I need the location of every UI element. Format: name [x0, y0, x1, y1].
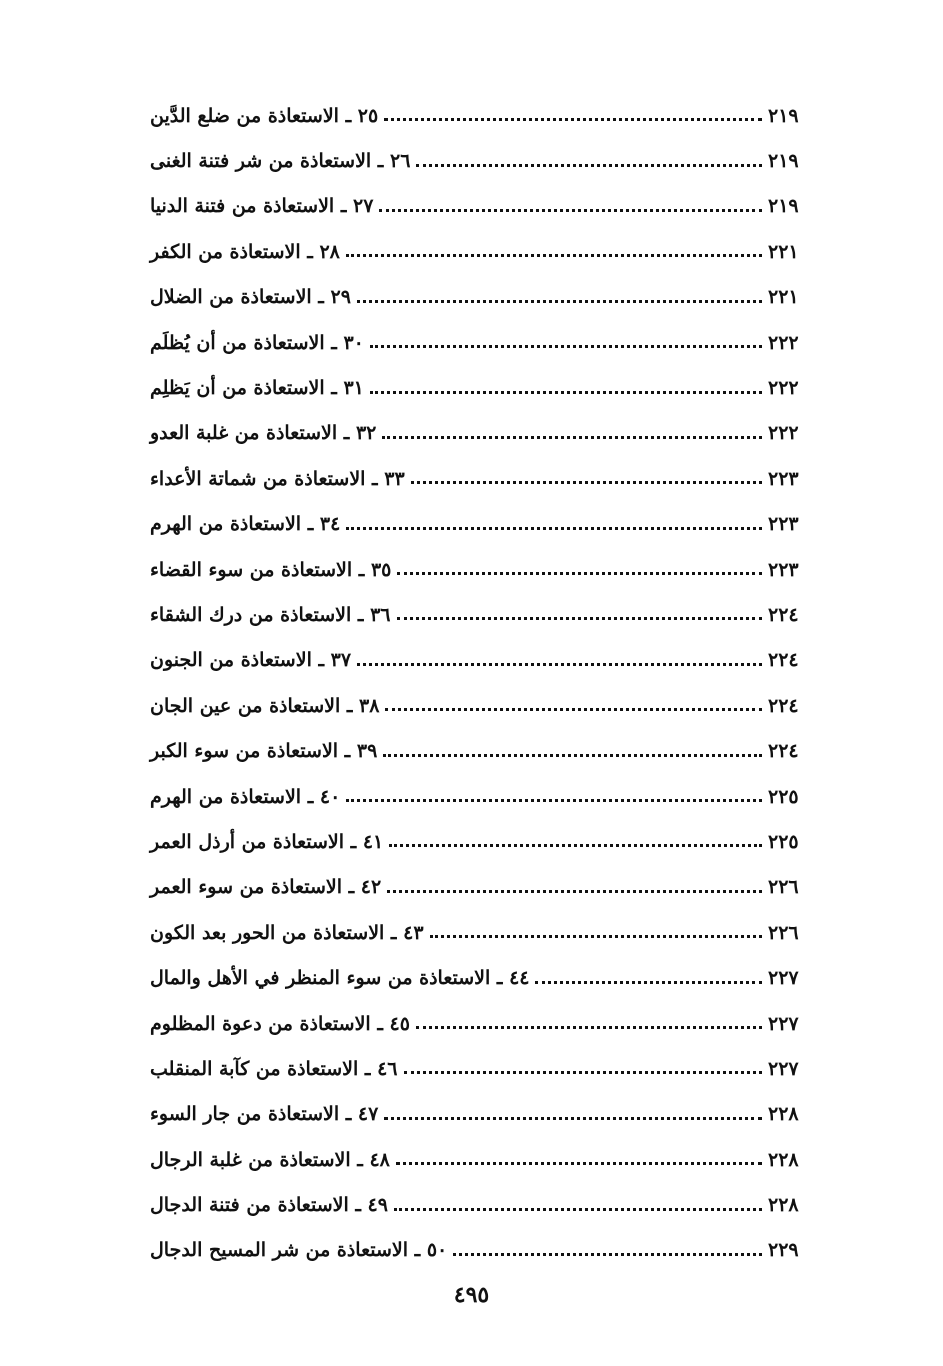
dot-leader — [394, 1208, 762, 1211]
toc-row — [150, 728, 812, 773]
toc-row — [150, 320, 812, 365]
toc-entry-page: ٢٢١ — [768, 286, 799, 309]
toc-row — [150, 1137, 812, 1182]
toc-entry-page: ٢٢١ — [768, 240, 799, 263]
toc-entry-title: ٣٧ ـ الاستعاذة من الجنون — [150, 649, 352, 672]
dot-leader — [383, 754, 762, 757]
toc-entry-page: ٢٢٨ — [768, 1103, 799, 1126]
toc-entry-page: ٢٢٤ — [768, 694, 799, 717]
dot-leader — [346, 799, 762, 802]
toc-row — [150, 275, 812, 320]
toc-entry-page: ٢١٩ — [768, 150, 799, 173]
toc-entry-title: ٢٩ ـ الاستعاذة من الضلال — [150, 286, 351, 309]
toc-entry-title: ٣٠ ـ الاستعاذة من أن يُظلَم — [150, 331, 364, 354]
toc-row — [150, 1046, 812, 1091]
toc-entry-page: ٢٢٧ — [768, 1012, 799, 1035]
dot-leader — [535, 981, 762, 984]
toc-row — [150, 592, 812, 637]
toc-entry-title: ٤١ ـ الاستعاذة من أرذل العمر — [150, 830, 384, 853]
toc-row — [150, 411, 812, 456]
toc-row — [150, 955, 812, 1000]
dot-leader — [396, 1162, 762, 1165]
toc-entry-page: ٢٢٣ — [768, 558, 799, 581]
toc-entry-page: ٢٢٣ — [768, 513, 799, 536]
toc-entry-title: ٤٥ ـ الاستعاذة من دعوة المظلوم — [150, 1012, 410, 1035]
dot-leader — [453, 1253, 762, 1256]
toc-row — [150, 774, 812, 819]
dot-leader — [346, 254, 762, 257]
toc-entry-page: ٢٢٤ — [768, 740, 799, 763]
toc-entry-title: ٣٨ ـ الاستعاذة من عين الجان — [150, 694, 380, 717]
dot-leader — [404, 1071, 763, 1074]
toc-entry-title: ٣٣ ـ الاستعاذة من شماتة الأعداء — [150, 467, 405, 490]
toc-entry-title: ٣١ ـ الاستعاذة من أن يَظلِم — [150, 377, 364, 400]
dot-leader — [384, 1117, 762, 1120]
page-number: ٤٩٥ — [453, 1282, 490, 1308]
toc-row — [150, 502, 812, 547]
toc-row — [150, 456, 812, 501]
toc-entry-title: ٣٢ ـ الاستعاذة من غلبة العدو — [150, 422, 377, 445]
toc-entry-page: ٢٢٧ — [768, 1057, 799, 1080]
dot-leader — [385, 708, 762, 711]
toc-entry-title: ٢٦ ـ الاستعاذة من شر فتنة الغنى — [150, 150, 411, 173]
toc-row — [150, 910, 812, 955]
dot-leader — [411, 481, 762, 484]
dot-leader — [370, 345, 762, 348]
dot-leader — [357, 663, 762, 666]
dot-leader — [346, 527, 762, 530]
toc-entry-title: ٤٩ ـ الاستعاذة من فتنة الدجال — [150, 1194, 388, 1217]
toc-entry-title: ٤٨ ـ الاستعاذة من غلبة الرجال — [150, 1148, 390, 1171]
toc-row — [150, 1228, 812, 1273]
toc-entry-page: ٢٢٢ — [768, 377, 799, 400]
toc-row — [150, 638, 812, 683]
toc-entry-page: ٢٢٢ — [768, 422, 799, 445]
dot-leader — [389, 844, 762, 847]
toc-entry-title: ٤٠ ـ الاستعاذة من الهرم — [150, 785, 341, 808]
toc-row — [150, 819, 812, 864]
dot-leader — [382, 436, 762, 439]
toc-entry-title: ٤٢ ـ الاستعاذة من سوء العمر — [150, 876, 382, 899]
dot-leader — [430, 935, 762, 938]
toc-entry-page: ٢٢٣ — [768, 467, 799, 490]
toc-entry-title: ٤٧ ـ الاستعاذة من جار السوء — [150, 1103, 379, 1126]
toc-entry-title: ٢٧ ـ الاستعاذة من فتنة الدنيا — [150, 195, 374, 218]
toc-row — [150, 138, 812, 183]
toc-row — [150, 365, 812, 410]
toc-entry-title: ٢٨ ـ الاستعاذة من الكفر — [150, 240, 340, 263]
toc-row — [150, 547, 812, 592]
toc-row — [150, 683, 812, 728]
dot-leader — [357, 300, 762, 303]
toc-row — [150, 1092, 812, 1137]
toc-entry-title: ٥٠ ـ الاستعاذة من شر المسيح الدجال — [150, 1239, 448, 1262]
dot-leader — [384, 118, 762, 121]
toc-entry-page: ٢٢٧ — [768, 967, 799, 990]
toc-row — [150, 229, 812, 274]
toc-entry-page: ٢٢٥ — [768, 785, 799, 808]
dot-leader — [379, 209, 762, 212]
toc-entry-page: ٢٢٤ — [768, 649, 799, 672]
toc-entry-title: ٤٤ ـ الاستعاذة من سوء المنظر في الأهل والمال — [150, 967, 530, 990]
toc-entry-page: ٢٢٢ — [768, 331, 799, 354]
toc-entry-page: ٢٢٩ — [768, 1239, 799, 1262]
toc-entry-page: ٢٢٦ — [768, 876, 799, 899]
toc-row — [150, 865, 812, 910]
toc-row — [150, 93, 812, 138]
toc-entry-page: ٢٢٨ — [768, 1148, 799, 1171]
dot-leader — [370, 391, 762, 394]
toc-row — [150, 1001, 812, 1046]
dot-leader — [397, 572, 762, 575]
toc-entry-page: ٢٢٦ — [768, 921, 799, 944]
toc-entry-title: ٤٦ ـ الاستعاذة من كآبة المنقلب — [150, 1057, 398, 1080]
dot-leader — [416, 164, 762, 167]
toc-entry-page: ٢٢٥ — [768, 830, 799, 853]
toc-row — [150, 1182, 812, 1227]
dot-leader — [416, 1026, 762, 1029]
toc-entry-title: ٣٦ ـ الاستعاذة من درك الشقاء — [150, 603, 391, 626]
toc-entry-page: ٢١٩ — [768, 104, 799, 127]
toc-entry-page: ٢١٩ — [768, 195, 799, 218]
dot-leader — [397, 617, 763, 620]
toc-row — [150, 184, 812, 229]
dot-leader — [387, 890, 762, 893]
toc-entry-title: ٢٥ ـ الاستعاذة من ضلع الدَّين — [150, 104, 379, 127]
toc-entry-title: ٣٩ ـ الاستعاذة من سوء الكبر — [150, 740, 378, 763]
table-of-contents — [150, 93, 812, 1273]
toc-entry-page: ٢٢٨ — [768, 1194, 799, 1217]
toc-entry-title: ٣٤ ـ الاستعاذة من الهرم — [150, 513, 341, 536]
toc-entry-page: ٢٢٤ — [768, 603, 799, 626]
toc-entry-title: ٤٣ ـ الاستعاذة من الحور بعد الكون — [150, 921, 424, 944]
toc-entry-title: ٣٥ ـ الاستعاذة من سوء القضاء — [150, 558, 392, 581]
